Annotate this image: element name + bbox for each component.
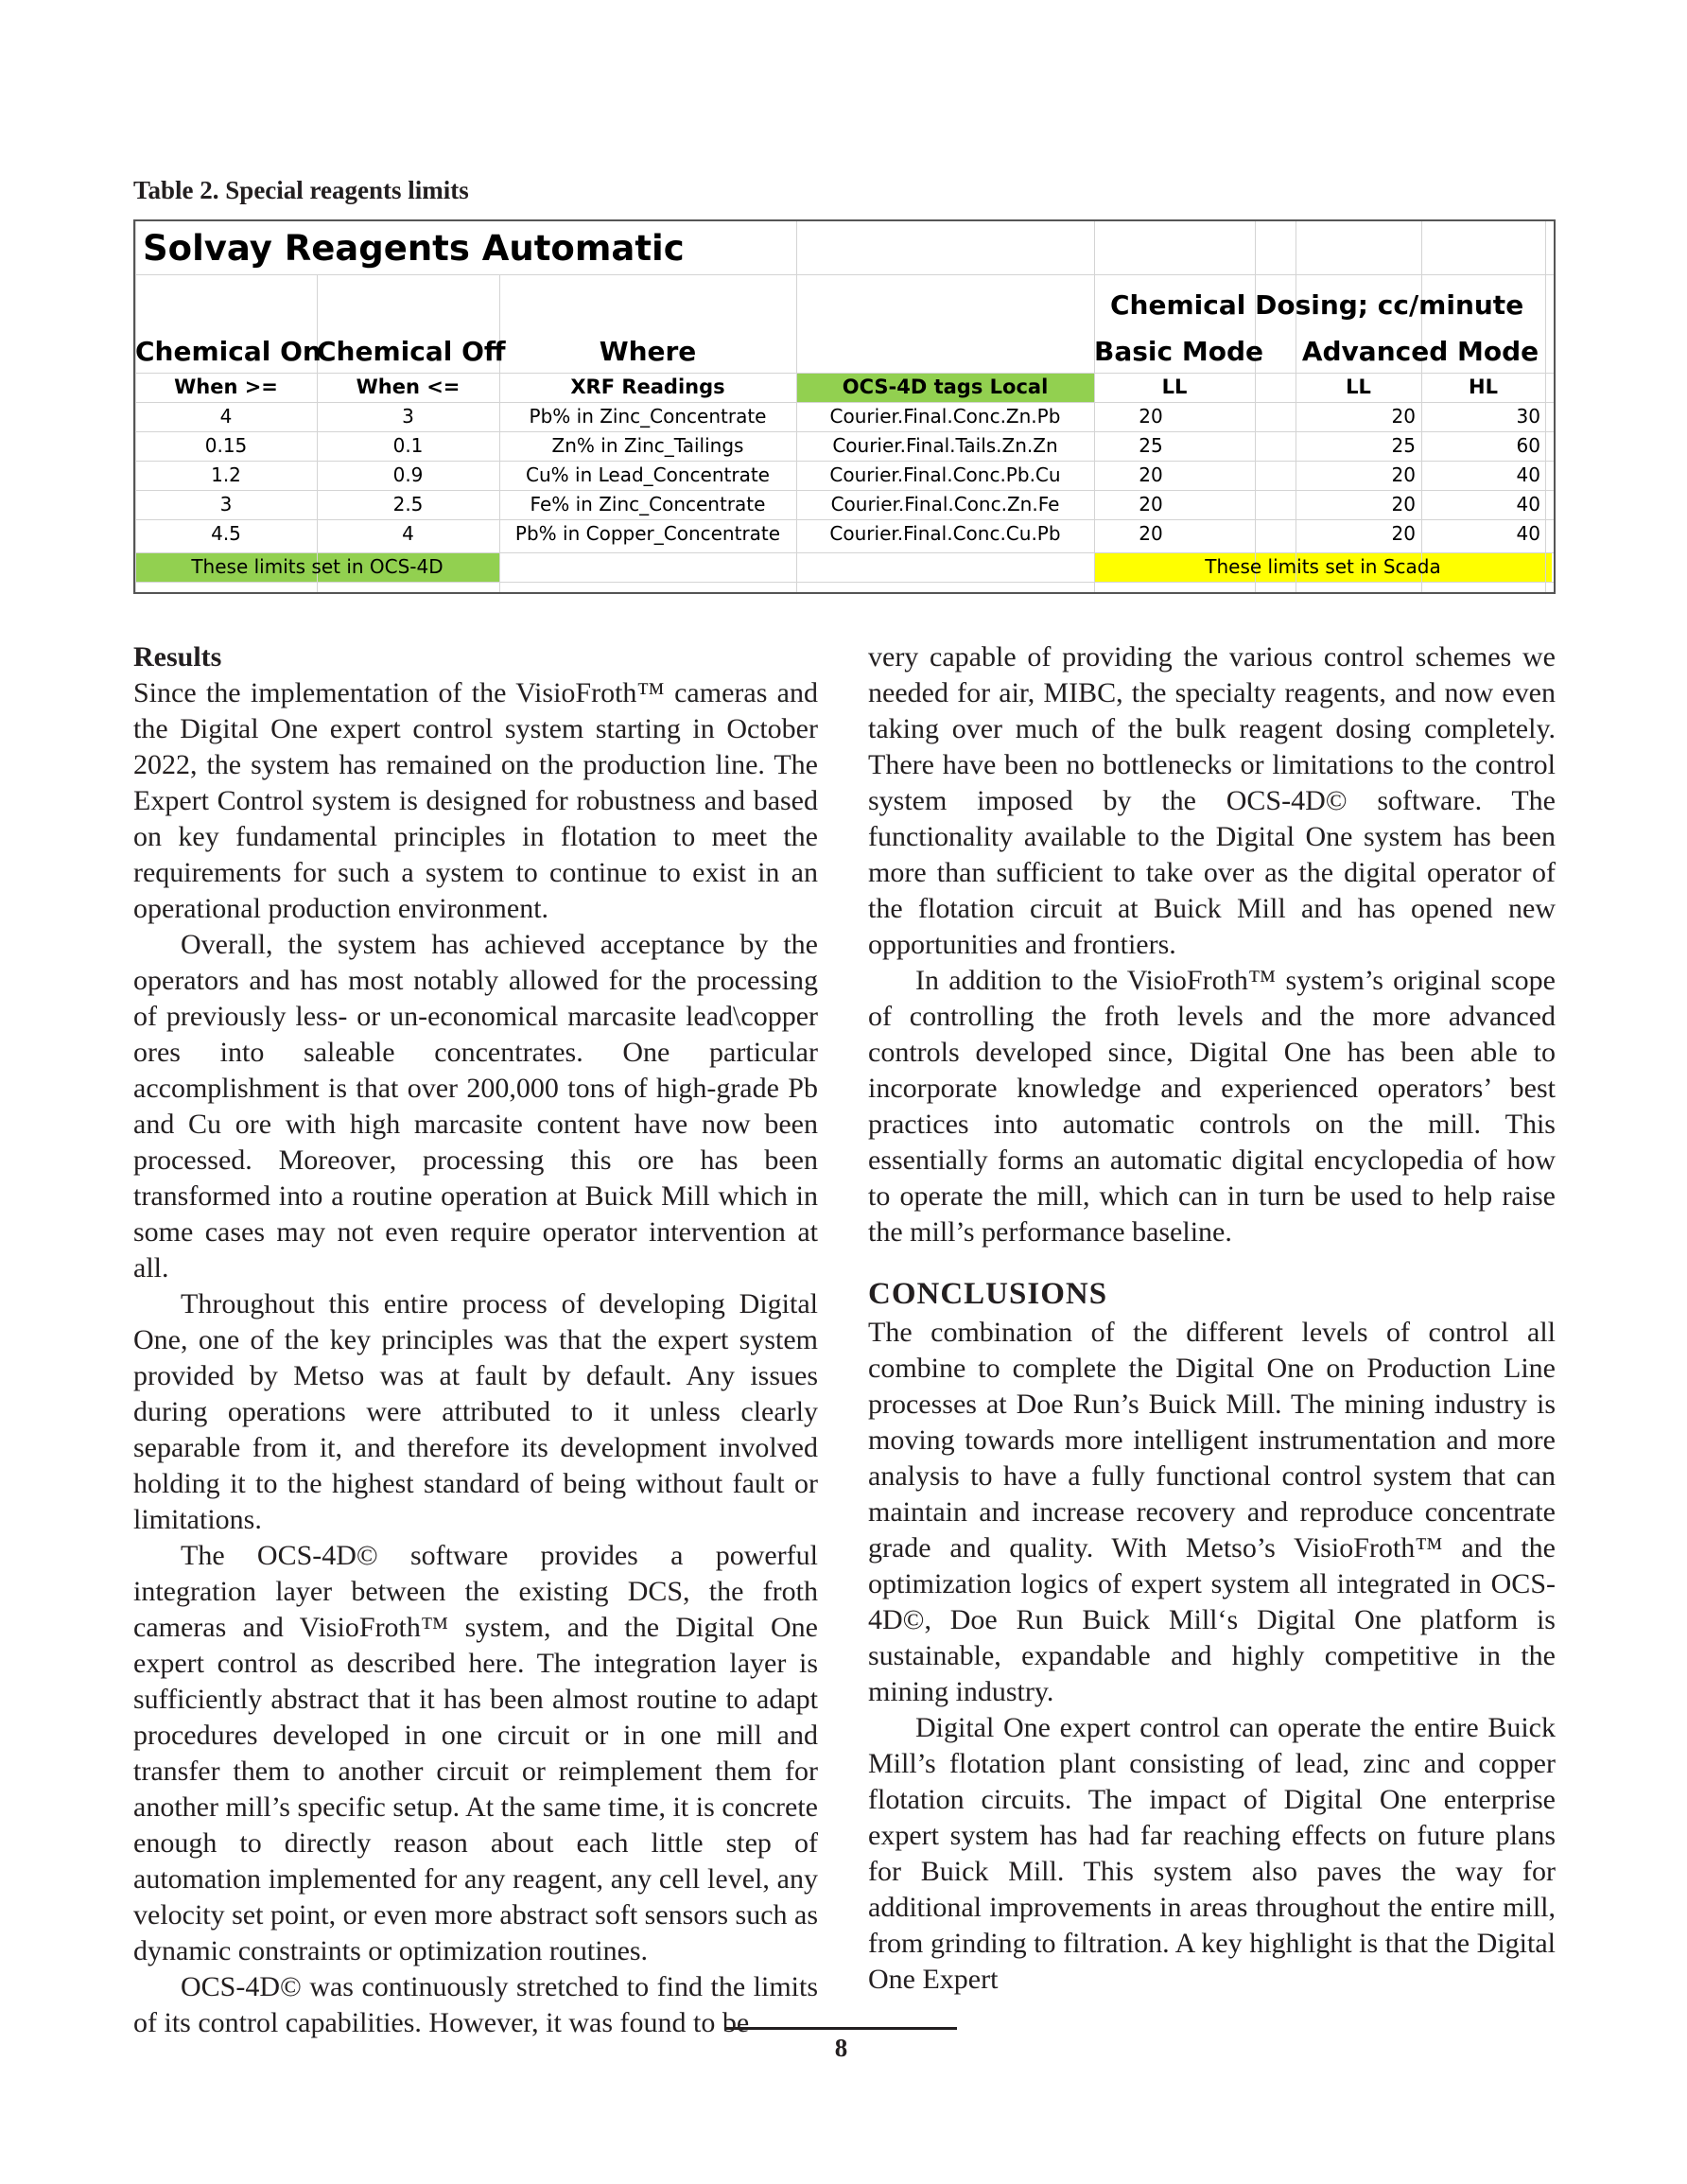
grid-line	[1255, 221, 1256, 592]
footer-rule	[725, 2027, 957, 2030]
basic-ll-cell: 20	[1139, 463, 1163, 486]
basic-mode-header: Basic Mode	[1094, 336, 1263, 367]
when-le-subheader: When <=	[356, 376, 461, 398]
when-off-cell: 3	[402, 405, 414, 428]
when-on-cell: 3	[219, 493, 233, 515]
ocs-tag-cell: Courier.Final.Conc.Cu.Pb	[829, 522, 1061, 545]
when-on-cell: 1.2	[211, 463, 241, 486]
when-ge-subheader: When >=	[174, 376, 278, 398]
conclusions-heading: CONCLUSIONS	[868, 1277, 1108, 1311]
basic-ll-cell: 20	[1139, 405, 1163, 428]
page-number: 8	[834, 2034, 848, 2062]
advanced-hl-cell: 40	[1516, 493, 1540, 515]
when-on-cell: 0.15	[204, 434, 248, 457]
basic-ll-cell: 20	[1139, 493, 1163, 515]
basic-ll-cell: 25	[1139, 434, 1163, 457]
advanced-hl-cell: 40	[1516, 463, 1540, 486]
xrf-cell: Fe% in Zinc_Concentrate	[530, 493, 766, 515]
xrf-cell: Cu% in Lead_Concentrate	[526, 463, 770, 486]
ocs-tag-cell: Courier.Final.Conc.Zn.Fe	[830, 493, 1060, 515]
paragraph: Digital One expert control can operate the entire Buick Mill’s flotation plant consisting of lead, zinc and copper flotation circuits. The impact of Digital One enterprise expert system has had far reaching effects on future plans for Buick Mill. This system also paves the way for additional improvements in areas throughout the entire mill, from grinding to filtration. A key highlight is that the Digital One Expert	[868, 1712, 1556, 1995]
chemical-off-header: Chemical Off	[317, 336, 506, 367]
advanced-hl-subheader: HL	[1469, 376, 1498, 398]
xrf-cell: Pb% in Copper_Concentrate	[514, 522, 781, 545]
grid-line	[1545, 221, 1546, 592]
reagents-table	[133, 219, 1556, 594]
ocs-tags-subheader: OCS-4D tags Local	[842, 376, 1049, 398]
xrf-cell: Zn% in Zinc_Tailings	[551, 434, 744, 457]
paragraph: Since the implementation of the VisioFroth™ cameras and the Digital One expert control system starting in October 2022, the system has remained on the production line. The Expert Control system is designed for robustness and based on key fundamental principles in flotation to meet the requirements for such a system to continue to exist in an operational production environment.	[133, 677, 818, 924]
paragraph: The OCS-4D© software provides a powerful integration layer between the existing DCS, the froth cameras and VisioFroth™ system, and the Digital One expert control as described here. The integration layer is sufficiently abstract that it has been almost routine to adapt procedures developed in one circuit or in one mill and transfer them to another circuit or reimplement them for another mill’s specific setup. At the same time, it is concrete enough to directly reason about each little step of automation implemented for any reagent, any cell level, any velocity set point, or even more abstract soft sensors such as dynamic constraints or optimization routines.	[133, 1540, 818, 1966]
advanced-hl-cell: 30	[1516, 405, 1540, 428]
paragraph: Throughout this entire process of developing Digital One, one of the key principles was that the expert system provided by Metso was at fault by default. Any issues during operations were attributed to it unless clearly separable from it, and therefore its development involved holding it to the highest standard of being without fault or limitations.	[133, 1288, 818, 1535]
where-header: Where	[599, 336, 697, 367]
advanced-ll-subheader: LL	[1346, 376, 1371, 398]
advanced-ll-cell: 20	[1391, 522, 1416, 545]
yellow-limits-note: These limits set in Scada	[1205, 555, 1441, 578]
paragraph: very capable of providing the various control schemes we needed for air, MIBC, the specialty reagents, and now even taking over much of the bulk reagent dosing completely. There have been no bottlenecks or limitations to the control system imposed by the OCS-4D© software. The functionality available to the Digital One system has been more than sufficient to take over as the digital operator of the flotation circuit at Buick Mill and has opened new opportunities and frontiers.	[868, 641, 1556, 960]
advanced-hl-cell: 60	[1516, 434, 1540, 457]
xrf-readings-subheader: XRF Readings	[570, 376, 725, 398]
advanced-ll-cell: 25	[1391, 434, 1416, 457]
dosing-header: Chemical Dosing; cc/minute	[1110, 289, 1524, 321]
advanced-mode-header: Advanced Mode	[1301, 336, 1539, 367]
right-column	[868, 639, 1556, 1998]
paragraph: OCS-4D© was continuously stretched to find the limits of its control capabilities. However, it was found to be	[133, 1971, 818, 2038]
ocs-tag-cell: Courier.Final.Tails.Zn.Zn	[832, 434, 1058, 457]
basic-ll-cell: 20	[1139, 522, 1163, 545]
paragraph: The combination of the different levels of control all combine to complete the Digital One on Production Line processes at Doe Run’s Buick Mill. The mining industry is moving towards more intelligent instrumentation and more analysis to have a fully functional control system that can maintain and increase recovery and reproduce concentrate grade and quality. With Metso’s VisioFroth™ and the optimization logics of expert system all integrated in OCS-4D©, Doe Run Buick Mill‘s Digital One platform is sustainable, expandable and highly competitive in the mining industry.	[868, 1317, 1556, 1707]
table-title: Solvay Reagents Automatic	[143, 228, 685, 269]
advanced-ll-cell: 20	[1391, 493, 1416, 515]
grid-line	[135, 274, 1554, 275]
when-off-cell: 2.5	[392, 493, 424, 515]
grid-line	[135, 582, 1554, 583]
when-off-cell: 4	[402, 522, 414, 545]
xrf-cell: Pb% in Zinc_Concentrate	[529, 405, 767, 428]
table-caption: Table 2. Special reagents limits	[133, 176, 469, 204]
paragraph: Overall, the system has achieved acceptance by the operators and has most notably allowed for the processing of previously less- or un-economical marcasite lead\copper ores into saleable concentrates. One particular accomplishment is that over 200,000 tons of high-grade Pb and Cu ore with high marcasite content have now been processed. Moreover, processing this ore has been transformed into a routine operation at Buick Mill which in some cases may not even require operator intervention at all.	[133, 929, 818, 1284]
basic-ll-subheader: LL	[1161, 376, 1188, 398]
when-off-cell: 0.1	[392, 434, 424, 457]
advanced-hl-cell: 40	[1516, 522, 1540, 545]
advanced-ll-cell: 20	[1391, 463, 1416, 486]
ocs-tag-cell: Courier.Final.Conc.Pb.Cu	[829, 463, 1061, 486]
when-off-cell: 0.9	[392, 463, 424, 486]
advanced-ll-cell: 20	[1391, 405, 1416, 428]
when-on-cell: 4.5	[211, 522, 241, 545]
left-column	[133, 639, 818, 2041]
when-on-cell: 4	[219, 405, 233, 428]
green-limits-note: These limits set in OCS-4D	[191, 555, 443, 578]
chemical-on-header: Chemical On	[135, 336, 322, 367]
ocs-tag-cell: Courier.Final.Conc.Zn.Pb	[829, 405, 1061, 428]
paragraph: In addition to the VisioFroth™ system’s original scope of controlling the froth levels and the more advanced controls developed since, Digital One has been able to incorporate knowledge and experienced operators’ best practices into automatic controls on the mill. This essentially forms an automatic digital encyclopedia of how to operate the mill, which can in turn be used to help raise the mill’s performance baseline.	[868, 965, 1556, 1248]
results-heading: Results	[133, 641, 222, 673]
